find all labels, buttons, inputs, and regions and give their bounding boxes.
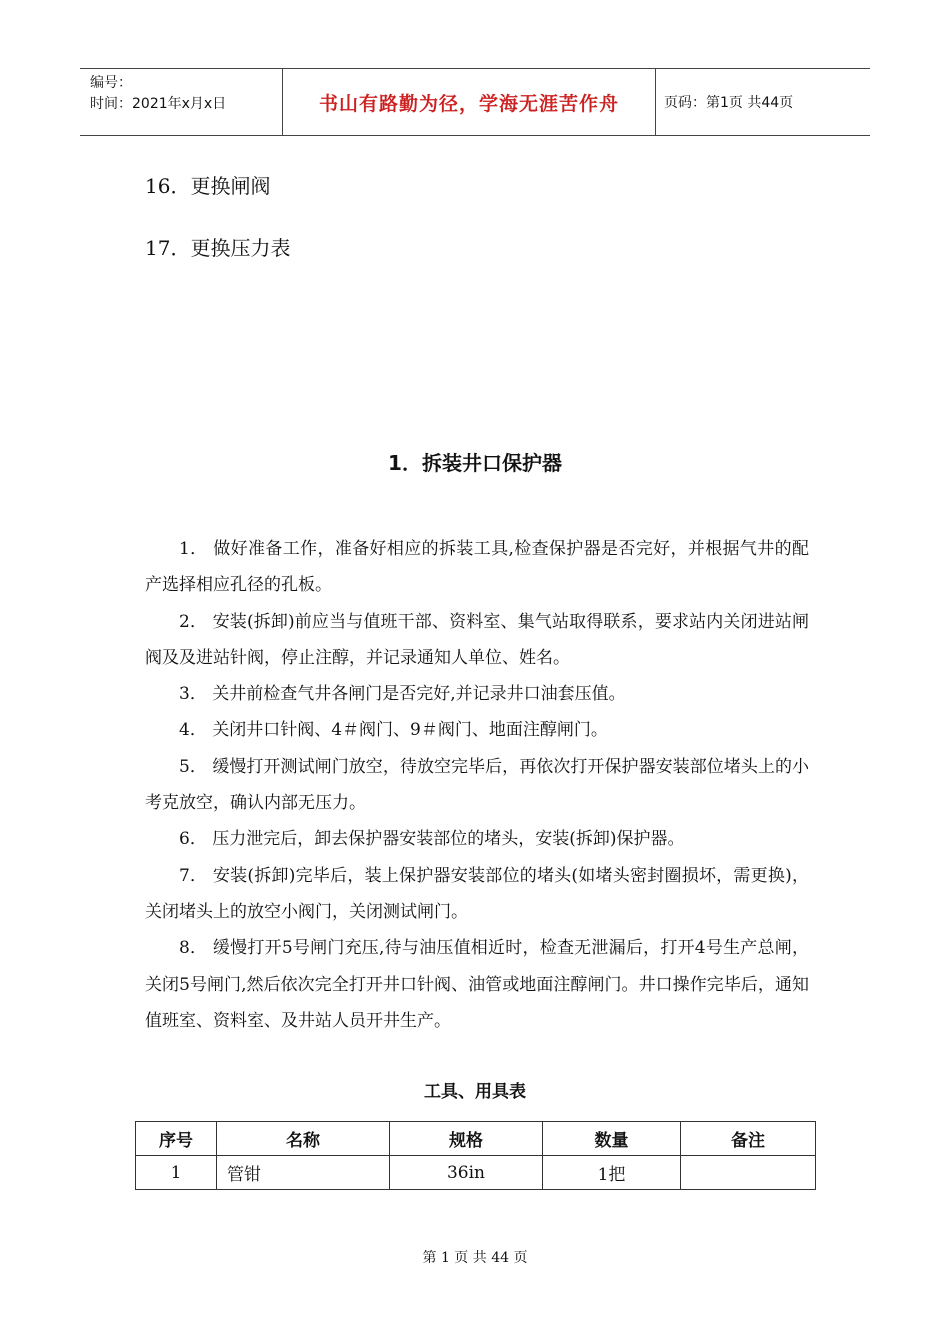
- table-header-cell: 名称: [217, 1122, 390, 1156]
- table-cell: [681, 1156, 816, 1190]
- header-motto: 书山有路勤为径，学海无涯苦作舟: [282, 69, 656, 135]
- table-header-cell: 备注: [681, 1122, 816, 1156]
- header-time: 时间：2021年x月x日: [90, 96, 227, 112]
- header-page-info: 页码：第1页 共44页: [664, 95, 794, 111]
- table-row: [136, 1156, 816, 1190]
- table-cell: 管钳: [217, 1156, 390, 1190]
- toc-item: 17．更换压力表: [145, 236, 291, 260]
- procedure-step: 5． 缓慢打开测试闸门放空，待放空完毕后，再依次打开保护器安装部位堵头上的小考克放空，确认内部无压力。: [145, 756, 809, 814]
- procedure-step: 3． 关井前检查气井各闸门是否完好,并记录井口油套压值。: [179, 684, 626, 705]
- table-title: 工具、用具表: [424, 1082, 526, 1102]
- tools-table: [135, 1121, 816, 1190]
- table-cell: 36in: [390, 1156, 543, 1190]
- procedure-step: 1． 做好准备工作，准备好相应的拆装工具,检查保护器是否完好，并根据气井的配产选择相应孔径的孔板。: [145, 539, 809, 596]
- table-header-row: [136, 1122, 816, 1156]
- header-code: 编号：: [90, 75, 132, 91]
- procedure-step: 4． 关闭井口针阀、4＃阀门、9＃阀门、地面注醇闸门。: [179, 720, 608, 741]
- page-header: [80, 68, 870, 136]
- table-header-cell: 规格: [390, 1122, 543, 1156]
- procedure-body: [145, 531, 809, 1039]
- procedure-step: 7． 安装(拆卸)完毕后，装上保护器安装部位的堵头(如堵头密封圈损坏，需更换)，关闭堵头上的放空小阀门，关闭测试闸门。: [145, 865, 809, 922]
- procedure-step: 6． 压力泄完后，卸去保护器安装部位的堵头，安装(拆卸)保护器。: [179, 829, 685, 850]
- header-meta: [90, 73, 280, 115]
- section-title: 1．拆装井口保护器: [388, 451, 562, 475]
- table-header-cell: 序号: [136, 1122, 217, 1156]
- table-header-cell: 数量: [543, 1122, 681, 1156]
- page-footer: 第 1 页 共 44 页: [422, 1250, 528, 1266]
- table-cell: 1把: [543, 1156, 681, 1190]
- table-cell: 1: [136, 1156, 217, 1190]
- toc-item: 16．更换闸阀: [145, 174, 271, 198]
- procedure-step: 8． 缓慢打开5号闸门充压,待与油压值相近时，检查无泄漏后，打开4号生产总闸，关闭5号闸门,然后依次完全打开井口针阀、油管或地面注醇闸门。井口操作完毕后，通知值班室、资料室、及井站人员开井生产。: [145, 938, 809, 1031]
- procedure-step: 2． 安装(拆卸)前应当与值班干部、资料室、集气站取得联系，要求站内关闭进站闸阀及及进站针阀，停止注醇，并记录通知人单位、姓名。: [145, 611, 809, 668]
